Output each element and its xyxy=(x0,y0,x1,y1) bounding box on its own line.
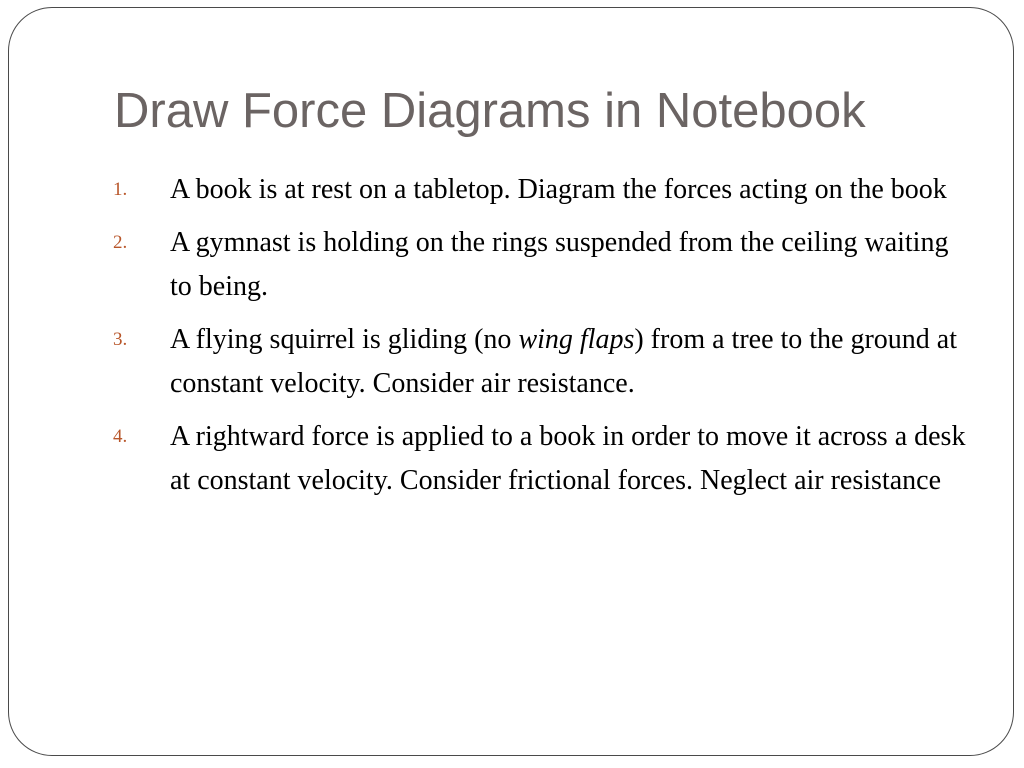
list-item-4 xyxy=(113,415,973,503)
list-number: 2. xyxy=(113,232,128,253)
list-item-text: A gymnast is holding on the rings suspended from the ceiling waiting to being. xyxy=(170,227,949,302)
list-number: 3. xyxy=(113,329,128,350)
list-item-text: A book is at rest on a tabletop. Diagram the forces acting on the book xyxy=(170,174,947,205)
list-number: 1. xyxy=(113,179,128,200)
list-item-text: A rightward force is applied to a book in order to move it across a desk at constant velocity. Consider frictional forces. Neglect air resistance xyxy=(170,421,966,496)
text-segment: A flying squirrel is gliding (no xyxy=(170,324,519,355)
list-number: 4. xyxy=(113,426,128,447)
italic-phrase: wing flaps xyxy=(518,324,635,355)
text-segment: ) from a tree to the ground at constant velocity. Consider air resistance. xyxy=(170,324,958,399)
list-item-2 xyxy=(113,221,973,309)
list-item-1 xyxy=(113,168,973,212)
list-item-text xyxy=(170,318,973,406)
numbered-list xyxy=(113,168,973,512)
slide-title: Draw Force Diagrams in Notebook xyxy=(114,84,866,138)
list-item-3 xyxy=(113,318,973,406)
